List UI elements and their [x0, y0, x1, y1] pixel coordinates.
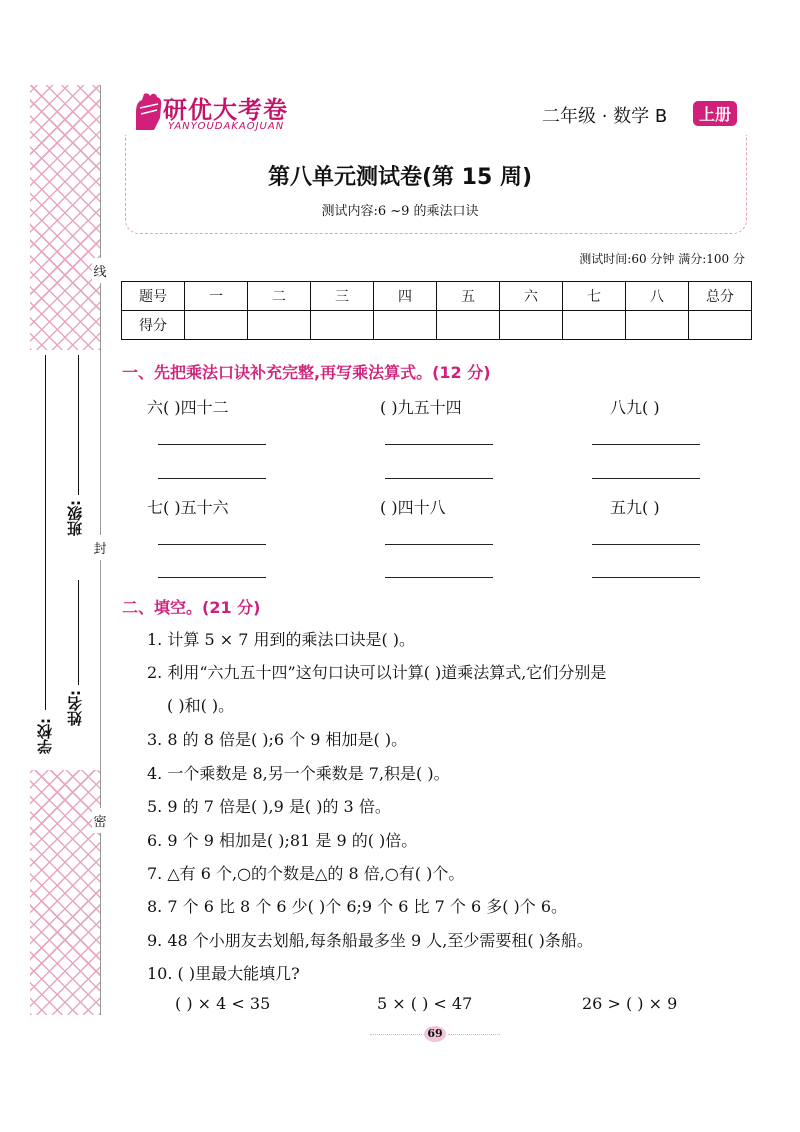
- grade-label: 二年级 · 数学 B: [542, 106, 668, 127]
- rhyme-item: 八九( ): [610, 398, 660, 417]
- table-cell: 总分: [689, 282, 752, 311]
- table-cell: 八: [626, 282, 689, 311]
- page-title: 第八单元测试卷(第 15 周): [267, 165, 533, 190]
- class-field[interactable]: [78, 355, 79, 495]
- score-input-cell[interactable]: [689, 311, 752, 340]
- score-input-cell[interactable]: [185, 311, 248, 340]
- score-table-score-row: [122, 311, 752, 340]
- table-cell: 二: [248, 282, 311, 311]
- score-input-cell[interactable]: [374, 311, 437, 340]
- question-5: 5. 9 的 7 倍是( ),9 是( )的 3 倍。: [147, 797, 391, 816]
- test-time-info: 测试时间:60 分钟 满分:100 分: [579, 252, 745, 266]
- question-8: 8. 7 个 6 比 8 个 6 少( )个 6;9 个 6 比 7 个 6 多( )个 6。: [147, 897, 568, 916]
- rhyme-item: 五九( ): [610, 498, 660, 517]
- answer-line[interactable]: [158, 444, 266, 445]
- score-input-cell[interactable]: [500, 311, 563, 340]
- footer-divider-left: [370, 1034, 422, 1035]
- answer-line[interactable]: [158, 544, 266, 545]
- answer-line[interactable]: [385, 444, 493, 445]
- rhyme-item: 七( )五十六: [147, 498, 229, 517]
- answer-line[interactable]: [385, 544, 493, 545]
- footer-divider-right: [448, 1034, 500, 1035]
- seal-mark-feng: 封: [92, 535, 108, 560]
- question-7: 7. △有 6 个,○的个数是△的 8 倍,○有( )个。: [147, 864, 465, 883]
- table-cell: 七: [563, 282, 626, 311]
- rhyme-item: 六( )四十二: [147, 398, 229, 417]
- answer-line[interactable]: [158, 478, 266, 479]
- question-2-continued: ( )和( )。: [167, 696, 235, 715]
- score-input-cell[interactable]: [311, 311, 374, 340]
- question-2: 2. 利用“六九五十四”这句口诀可以计算( )道乘法算式,它们分别是: [147, 663, 607, 682]
- score-table: [121, 281, 752, 340]
- question-1: 1. 计算 5 × 7 用到的乘法口诀是( )。: [147, 630, 416, 649]
- answer-line[interactable]: [592, 544, 700, 545]
- answer-line[interactable]: [385, 577, 493, 578]
- table-cell: 六: [500, 282, 563, 311]
- test-content: 测试内容:6 ~9 的乘法口诀: [321, 204, 479, 219]
- logo-text: 研优大考卷: [163, 96, 288, 124]
- name-label: 姓名:: [66, 690, 84, 726]
- question-4: 4. 一个乘数是 8,另一个乘数是 7,积是( )。: [147, 764, 450, 783]
- question-3: 3. 8 的 8 倍是( );6 个 9 相加是( )。: [147, 730, 408, 749]
- class-label: 班级:: [66, 500, 84, 536]
- rhyme-item: ( )四十八: [380, 498, 446, 517]
- name-field[interactable]: [78, 580, 79, 685]
- answer-line[interactable]: [592, 577, 700, 578]
- inequality-item: 26 > ( ) × 9: [582, 994, 678, 1013]
- answer-line[interactable]: [592, 444, 700, 445]
- school-field[interactable]: [45, 355, 46, 710]
- question-6: 6. 9 个 9 相加是( );81 是 9 的( )倍。: [147, 831, 418, 850]
- inequality-item: 5 × ( ) < 47: [377, 994, 473, 1013]
- answer-line[interactable]: [158, 577, 266, 578]
- score-input-cell[interactable]: [563, 311, 626, 340]
- section2-heading: 二、填空。(21 分): [122, 598, 261, 617]
- score-input-cell[interactable]: [626, 311, 689, 340]
- score-input-cell[interactable]: [248, 311, 311, 340]
- seal-mark-xian: 线: [92, 258, 108, 283]
- table-cell: 得分: [122, 311, 185, 340]
- rhyme-item: ( )九五十四: [380, 398, 462, 417]
- answer-line[interactable]: [592, 478, 700, 479]
- question-10: 10. ( )里最大能填几?: [147, 964, 300, 983]
- table-cell: 一: [185, 282, 248, 311]
- answer-line[interactable]: [385, 478, 493, 479]
- table-cell: 三: [311, 282, 374, 311]
- inequality-item: ( ) × 4 < 35: [175, 994, 271, 1013]
- school-label: 学校:: [36, 718, 54, 754]
- score-input-cell[interactable]: [437, 311, 500, 340]
- margin-pattern-bottom: [30, 770, 100, 1015]
- fist-logo-icon: [130, 90, 164, 132]
- volume-badge: 上册: [693, 101, 737, 126]
- score-table-header-row: [122, 282, 752, 311]
- logo: [130, 90, 300, 140]
- table-cell: 题号: [122, 282, 185, 311]
- logo-subtitle: YANYOUDAKAOJUAN: [168, 121, 285, 132]
- question-9: 9. 48 个小朋友去划船,每条船最多坐 9 人,至少需要租( )条船。: [147, 931, 593, 950]
- table-cell: 五: [437, 282, 500, 311]
- section1-heading: 一、先把乘法口诀补充完整,再写乘法算式。(12 分): [122, 363, 491, 382]
- seal-mark-mi: 密: [92, 808, 108, 833]
- page-number: 69: [424, 1026, 446, 1042]
- table-cell: 四: [374, 282, 437, 311]
